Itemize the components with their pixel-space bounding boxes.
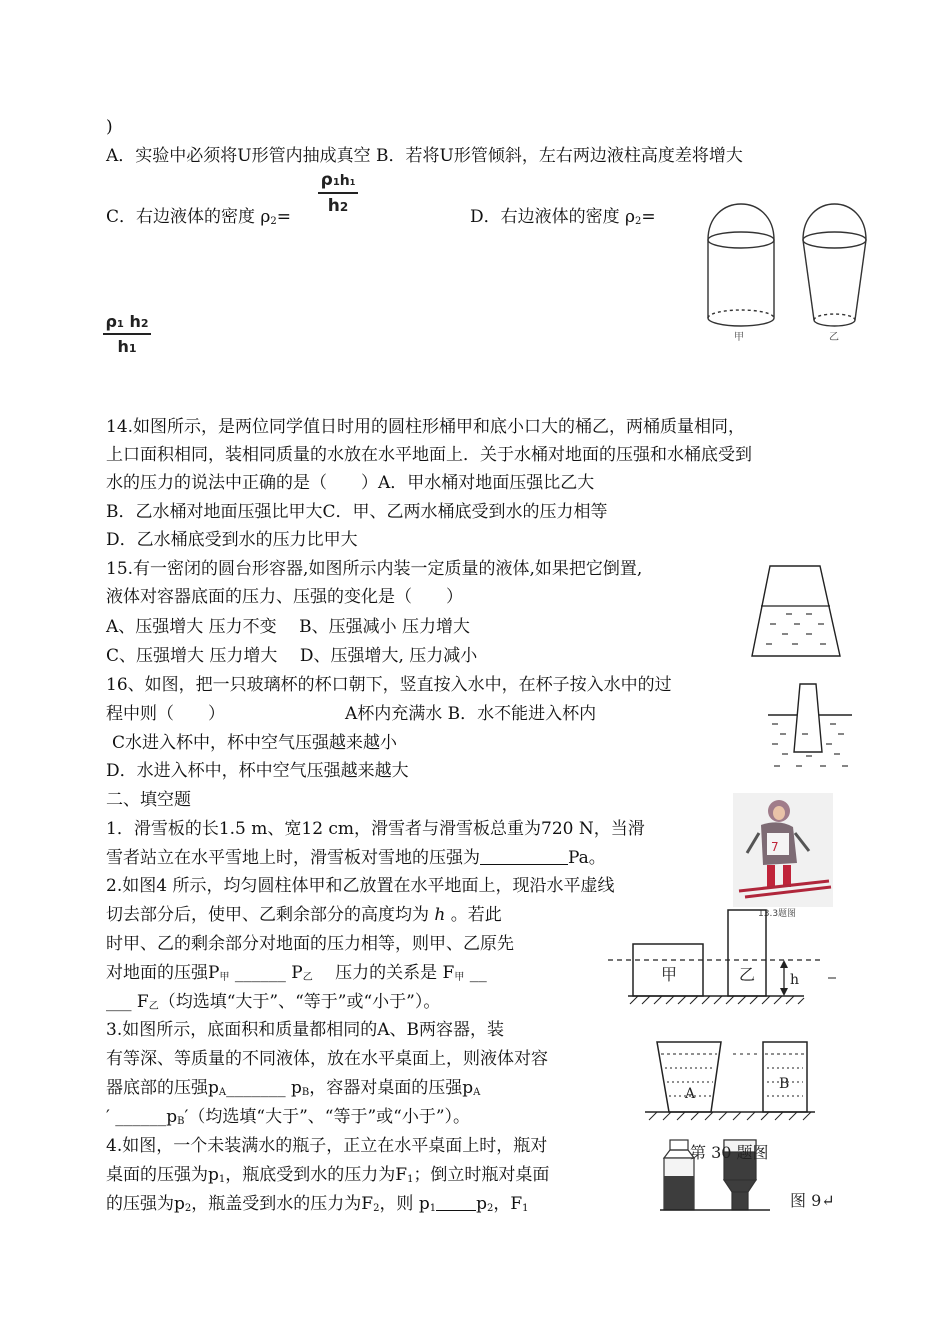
fig-cylinder-jia: 甲 (661, 965, 678, 984)
q13-option-c: C．右边液体的密度 ρ2= (106, 207, 292, 227)
f2-line-4: 对地面的压强P甲 ______ P乙 压力的关系是 F甲 __ (106, 963, 487, 983)
q15-line-3: A、压强增大 压力不变 B、压强减小 压力增大 (106, 617, 470, 637)
q16-line-1: 16、如图，把一只玻璃杯的杯口朝下，竖直按入水中，在杯子按入水中的过 (106, 675, 672, 695)
q13-paren: ) (106, 117, 113, 137)
fig-height-h: h (790, 972, 800, 988)
q16-line-2a: 程中则（ ） (106, 704, 225, 724)
q14-line-4: B．乙水桶对地面压强比甲大C．甲、乙两水桶底受到水的压力相等 (106, 502, 608, 522)
buckets-figure (700, 200, 870, 348)
f1-answer-blank[interactable] (480, 849, 568, 865)
q13-fraction-c: ρ1h1 h2 (318, 170, 358, 216)
q13-options-ab: A．实验中必须将U形管内抽成真空 B．若将U形管倾斜，左右两边液柱高度差将增大 (106, 146, 743, 166)
f4-line-1: 4.如图，一个未装满水的瓶子，正立在水平桌面上时，瓶对 (106, 1136, 548, 1156)
bucket-yi-label: 乙 (829, 332, 839, 343)
f2-line-1: 2.如图4 所示，均匀圆柱体甲和乙放置在水平地面上，现沿水平虚线 (106, 876, 615, 896)
f2-line-3: 时甲、乙的剩余部分对地面的压力相等，则甲、乙原先 (106, 934, 514, 954)
f3-line-4: ′ ______pB′（均选填“大于”、“等于”或“小于”）。 (106, 1107, 471, 1127)
q14-line-3: 水的压力的说法中正确的是（ ）A．甲水桶对地面压强比乙大 (106, 473, 595, 493)
q14-line-2: 上口面积相同，装相同质量的水放在水平地面上．关于水桶对地面的压强和水桶底受到 (106, 445, 752, 465)
f1-line-1: 1．滑雪板的长1.5 m、宽12 cm，滑雪者与滑雪板总重为720 N，当滑 (106, 819, 645, 839)
f4-line-2: 桌面的压强为p1，瓶底受到水的压力为F1；倒立时瓶对桌面 (106, 1165, 550, 1185)
section-fill-in-title: 二、填空题 (106, 790, 191, 810)
q13-option-d: D．右边液体的密度 ρ2= (470, 207, 656, 227)
fig-caption-9: 图 9↵ (790, 1191, 835, 1210)
fig-cylinder-yi: 乙 (739, 965, 756, 984)
fig-corner-label: 13.3题图 (758, 909, 797, 919)
inverted-glass-figure (768, 682, 852, 774)
fig-caption-top: 第 30 题图 (690, 1143, 769, 1162)
q14-line-5: D．乙水桶底受到水的压力比甲大 (106, 530, 358, 550)
q15-line-2: 液体对容器底面的压力、压强的变化是（ ） (106, 587, 463, 607)
fig-container-b: B (779, 1076, 790, 1092)
frustum-container-figure (748, 564, 844, 660)
ab-containers-figure (645, 1040, 815, 1124)
f3-line-2: 有等深、等质量的不同液体，放在水平桌面上，则液体对容 (106, 1049, 548, 1069)
bucket-jia-label: 甲 (734, 332, 744, 343)
f2-line-2: 切去部分后，使甲、乙剩余部分的高度均为 h 。若此 (106, 905, 502, 925)
f3-line-1: 3.如图所示，底面积和质量都相同的A、B两容器，装 (106, 1020, 504, 1040)
q16-line-4: D．水进入杯中，杯中空气压强越来越大 (106, 761, 409, 781)
q15-line-4: C、压强增大 压力增大 D、压强增大, 压力减小 (106, 646, 478, 666)
q14-line-1: 14.如图所示，是两位同学值日时用的圆柱形桶甲和底小口大的桶乙，两桶质量相同， (106, 417, 746, 437)
q16-line-3: C水进入杯中，杯中空气压强越来越小 (112, 733, 398, 753)
q13-fraction-d: ρ1 h2 h1 (103, 312, 151, 356)
skier-photo (733, 793, 833, 907)
f4-line-3: 的压强为p2，瓶盖受到水的压力为F2，则 p1 p2，F1 (106, 1194, 529, 1214)
f3-line-3: 器底部的压强pA_______ pB，容器对桌面的压强pA (106, 1078, 481, 1098)
svg-text:7: 7 (771, 840, 779, 854)
q15-line-1: 15.有一密闭的圆台形容器,如图所示内装一定质量的液体,如果把它倒置, (106, 559, 643, 579)
f1-line-2: 雪者站立在水平雪地上时，滑雪板对雪地的压强为 Pa。 (106, 848, 606, 868)
bottles-figure (660, 1136, 840, 1216)
f4-answer-blank-p[interactable] (436, 1195, 476, 1211)
cylinders-figure (608, 906, 848, 1008)
f2-line-5: ___ F乙（均选填“大于”、“等于”或“小于”）。 (106, 992, 441, 1012)
fig-container-a: A (685, 1086, 696, 1102)
q16-line-2b: A杯内充满水 B．水不能进入杯内 (345, 704, 597, 724)
